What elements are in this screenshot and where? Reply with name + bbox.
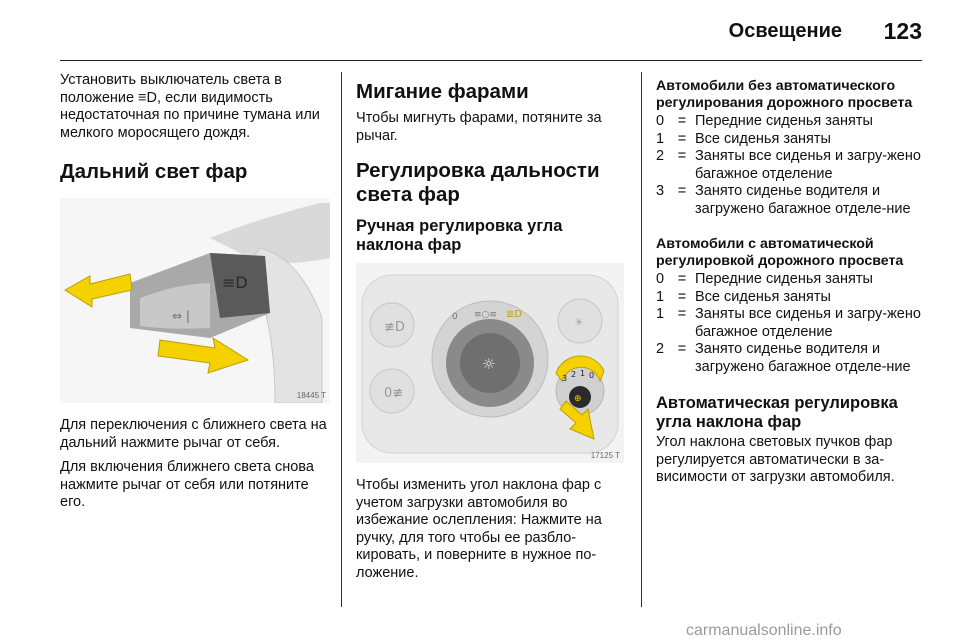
flash-heading: Мигание фарами [356,80,529,103]
column-3 [656,72,926,494]
flash-text: Чтобы мигнуть фарами, потяните за рычаг. [356,110,602,144]
list-item: 1 = Все сиденья заняты [656,130,831,147]
list-item: 0 = Передние сиденья заняты [656,113,873,129]
lever-illustration [60,198,330,403]
watermark: carmanualsonline.info [686,622,842,639]
column-divider-2 [641,72,642,607]
high-beam-heading: Дальний свет фар [60,160,248,183]
light-switch-illustration [356,263,624,463]
fog-intro-text: Установить выключатель света в положение ≡D, если видимость недостаточная по причине тумана или мелкого моросящего дождя. [60,72,320,141]
svg-text:☀: ☀ [574,316,584,329]
page-title: Освещение [728,20,842,42]
svg-text:⇔ |: ⇔ | [172,309,190,323]
svg-text:≣D: ≣D [506,309,523,320]
high-beam-text-1: Для переключения с ближнего света на дальний нажмите рычаг от себя. [60,417,327,451]
list-item: 1 = Все сиденья заняты [656,288,831,305]
list-item: 0 = Передние сиденья заняты [656,271,873,287]
list-item: 3 = Занято сиденье водителя и загружено багажное отделе-ние [656,183,911,217]
dial-label-2: 2 [571,370,577,379]
figure-light-switch-panel [356,263,624,463]
header-rule [60,60,922,61]
svg-text:0: 0 [452,312,458,322]
svg-text:≡D: ≡D [222,273,248,292]
no-auto-level-heading: Автомобили без автоматического регулирования дорожного просвета [656,78,913,111]
list-item: 2 = Занято сиденье водителя и загружено багажное отделе-ние [656,341,911,375]
column-1 [60,72,330,519]
dial-label-3: 3 [562,374,568,383]
range-heading: Регулировка дальности света фар [356,159,600,206]
manual-range-subheading: Ручная регулировка угла наклона фар [356,217,563,254]
svg-text:0≢: 0≢ [384,386,404,401]
high-beam-text-2: Для включения ближнего света снова нажмите рычаг от себя или потяните его. [60,459,314,510]
dial-label-1: 1 [580,369,586,378]
figure-number: 18445 T [296,391,326,400]
auto-range-text: Угол наклона световых пучков фар регулируется автоматически в за-висимости от загрузки автомобиля. [656,434,895,485]
svg-text:≡○≡: ≡○≡ [474,310,497,320]
column-2 [356,72,628,589]
auto-level-list [656,271,926,376]
list-item: 1 = Заняты все сиденья и загру-жено багажное отделение [656,306,921,340]
auto-range-heading: Автоматическая регулировка угла наклона фар [656,394,898,431]
list-item: 2 = Заняты все сиденья и загру-жено багажное отделение [656,148,921,182]
no-auto-level-list [656,113,926,218]
column-divider-1 [341,72,342,607]
svg-text:⊕: ⊕ [574,394,582,404]
auto-level-heading: Автомобили с автоматической регулировкой дорожного просвета [656,236,904,269]
manual-range-text: Чтобы изменить угол наклона фар с учетом загрузки автомобиля во избежание ослепления: Нажмите на ручку, для того чтобы ее разбло-кировать, и поверните в нужное по-ложение. [356,477,602,581]
page-number: 123 [883,18,922,44]
svg-text:≢D: ≢D [384,320,405,335]
svg-text:☼: ☼ [482,355,496,373]
figure-high-beam-lever [60,198,330,403]
dial-label-0: 0 [589,371,595,380]
figure-number: 17125 T [590,451,620,460]
